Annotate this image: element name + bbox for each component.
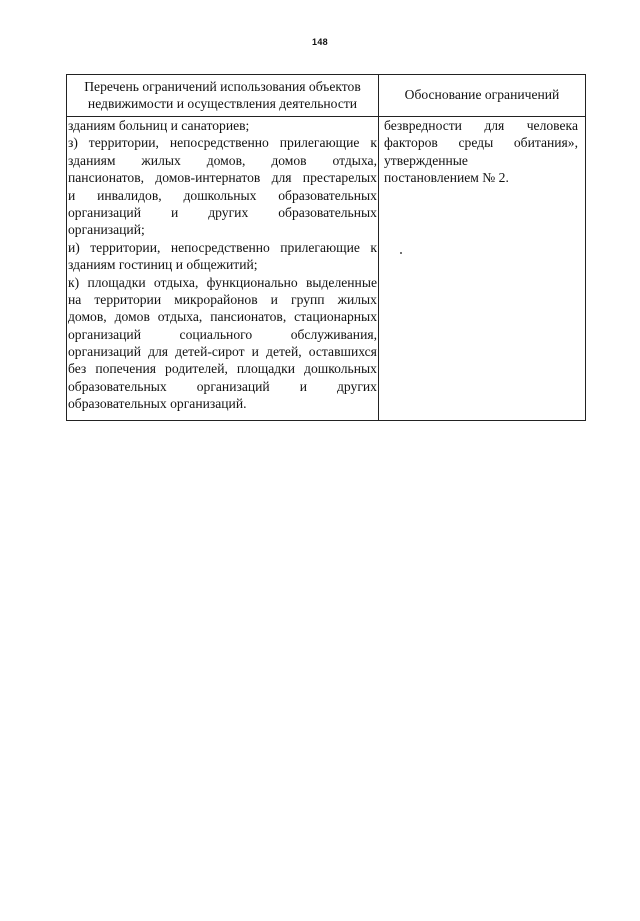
restrictions-cell <box>68 117 377 413</box>
word: прилегающие <box>279 135 360 151</box>
text-line <box>68 117 377 134</box>
text-line <box>68 256 377 273</box>
word: для <box>484 118 505 133</box>
word: среды <box>458 135 494 151</box>
word: инвалидов, <box>97 187 162 203</box>
word: и <box>270 291 278 307</box>
word: и <box>251 344 259 360</box>
header-left-line: Перечень ограничений использования объектов <box>84 79 361 94</box>
word: других <box>336 378 377 394</box>
word: для <box>271 170 292 186</box>
word: организаций <box>68 326 141 342</box>
justification-cell <box>384 117 578 187</box>
word: попечения <box>95 361 157 377</box>
word: человека <box>526 118 578 133</box>
column-divider <box>378 75 379 420</box>
word: образовательных организаций. <box>68 396 247 412</box>
text-line <box>68 152 377 169</box>
word: социального <box>179 326 253 342</box>
word: пансионатов, <box>210 309 287 325</box>
word: стационарных <box>294 309 377 325</box>
word: дошкольных <box>304 361 377 377</box>
word: организаций <box>196 378 270 394</box>
word: жилых <box>337 291 377 307</box>
word: оставшихся <box>308 344 377 360</box>
table-header-row <box>67 75 585 117</box>
word: родителей, <box>165 361 228 377</box>
text-line <box>384 152 578 169</box>
word: домов-интернатов <box>155 170 261 186</box>
text-line <box>68 221 377 238</box>
text-line <box>68 187 377 204</box>
word: территории <box>94 291 162 307</box>
word: обитания», <box>513 135 578 151</box>
word: постановлением № 2. <box>384 170 509 186</box>
word: к <box>370 135 377 151</box>
text-line <box>68 134 377 151</box>
word: образовательных <box>278 204 377 220</box>
word: отдыха, <box>157 309 203 325</box>
word: отдыха, <box>332 152 377 168</box>
word: зданиям <box>68 152 116 168</box>
word: без <box>68 361 87 377</box>
word: к) <box>68 274 80 290</box>
text-line <box>384 117 578 134</box>
word: для <box>148 344 169 360</box>
word: детей-сирот <box>175 344 245 360</box>
text-line <box>68 169 377 186</box>
word: престарелых <box>302 170 377 186</box>
word: групп <box>291 291 325 307</box>
word: выделенные <box>305 274 377 290</box>
word: других <box>208 204 249 220</box>
word: территории, <box>88 135 159 151</box>
word: и) <box>68 239 80 255</box>
word: отдыха, <box>153 274 199 290</box>
word: к <box>370 239 377 255</box>
restrictions-table <box>66 74 586 421</box>
word: организаций; <box>68 222 145 238</box>
header-left-line: недвижимости и осуществления деятельности <box>87 96 358 112</box>
word: площадки <box>87 274 146 290</box>
word: пансионатов, <box>68 170 145 186</box>
word: детей, <box>266 344 302 360</box>
word: на <box>68 291 82 307</box>
word: зданиям больниц и санаториев; <box>68 118 250 133</box>
word: функционально <box>206 274 298 290</box>
word: площадки <box>236 361 296 377</box>
text-line <box>68 239 377 256</box>
text-line <box>68 378 377 395</box>
word: дошкольных <box>183 187 257 203</box>
header-justification: Обоснование ограничений <box>404 87 560 102</box>
text-line <box>68 308 377 325</box>
header-restrictions-list <box>67 78 378 113</box>
word: обслуживания, <box>290 326 377 342</box>
word: микрорайонов <box>174 291 258 307</box>
word: домов, <box>206 152 246 168</box>
text-line <box>68 395 377 412</box>
word: зданиям гостиниц и общежитий; <box>68 257 258 273</box>
word: образовательных <box>278 187 377 203</box>
text-line <box>68 291 377 308</box>
word: прилегающие <box>280 239 360 255</box>
text-line <box>384 169 578 186</box>
word: непосредственно <box>169 135 269 151</box>
word: территории, <box>90 239 161 255</box>
word: безвредности <box>384 118 462 133</box>
word: з) <box>68 135 78 151</box>
word: и <box>299 378 307 394</box>
word: непосредственно <box>170 239 270 255</box>
word: организаций <box>68 204 141 220</box>
word: утвержденные <box>384 152 468 168</box>
page-number: 148 <box>312 37 328 47</box>
word: факторов <box>384 135 438 151</box>
word: домов, <box>68 309 107 325</box>
word: организаций <box>68 344 141 360</box>
text-line <box>68 274 377 291</box>
word: и <box>68 187 76 203</box>
word: образовательных <box>68 378 167 394</box>
scan-speck <box>400 252 402 254</box>
word: домов <box>271 152 307 168</box>
text-line <box>68 326 377 343</box>
word: жилых <box>141 152 181 168</box>
text-line <box>384 134 578 151</box>
word: и <box>170 204 179 220</box>
word: домов <box>114 309 150 325</box>
text-line <box>68 204 377 221</box>
text-line <box>68 360 377 377</box>
text-line <box>68 343 377 360</box>
